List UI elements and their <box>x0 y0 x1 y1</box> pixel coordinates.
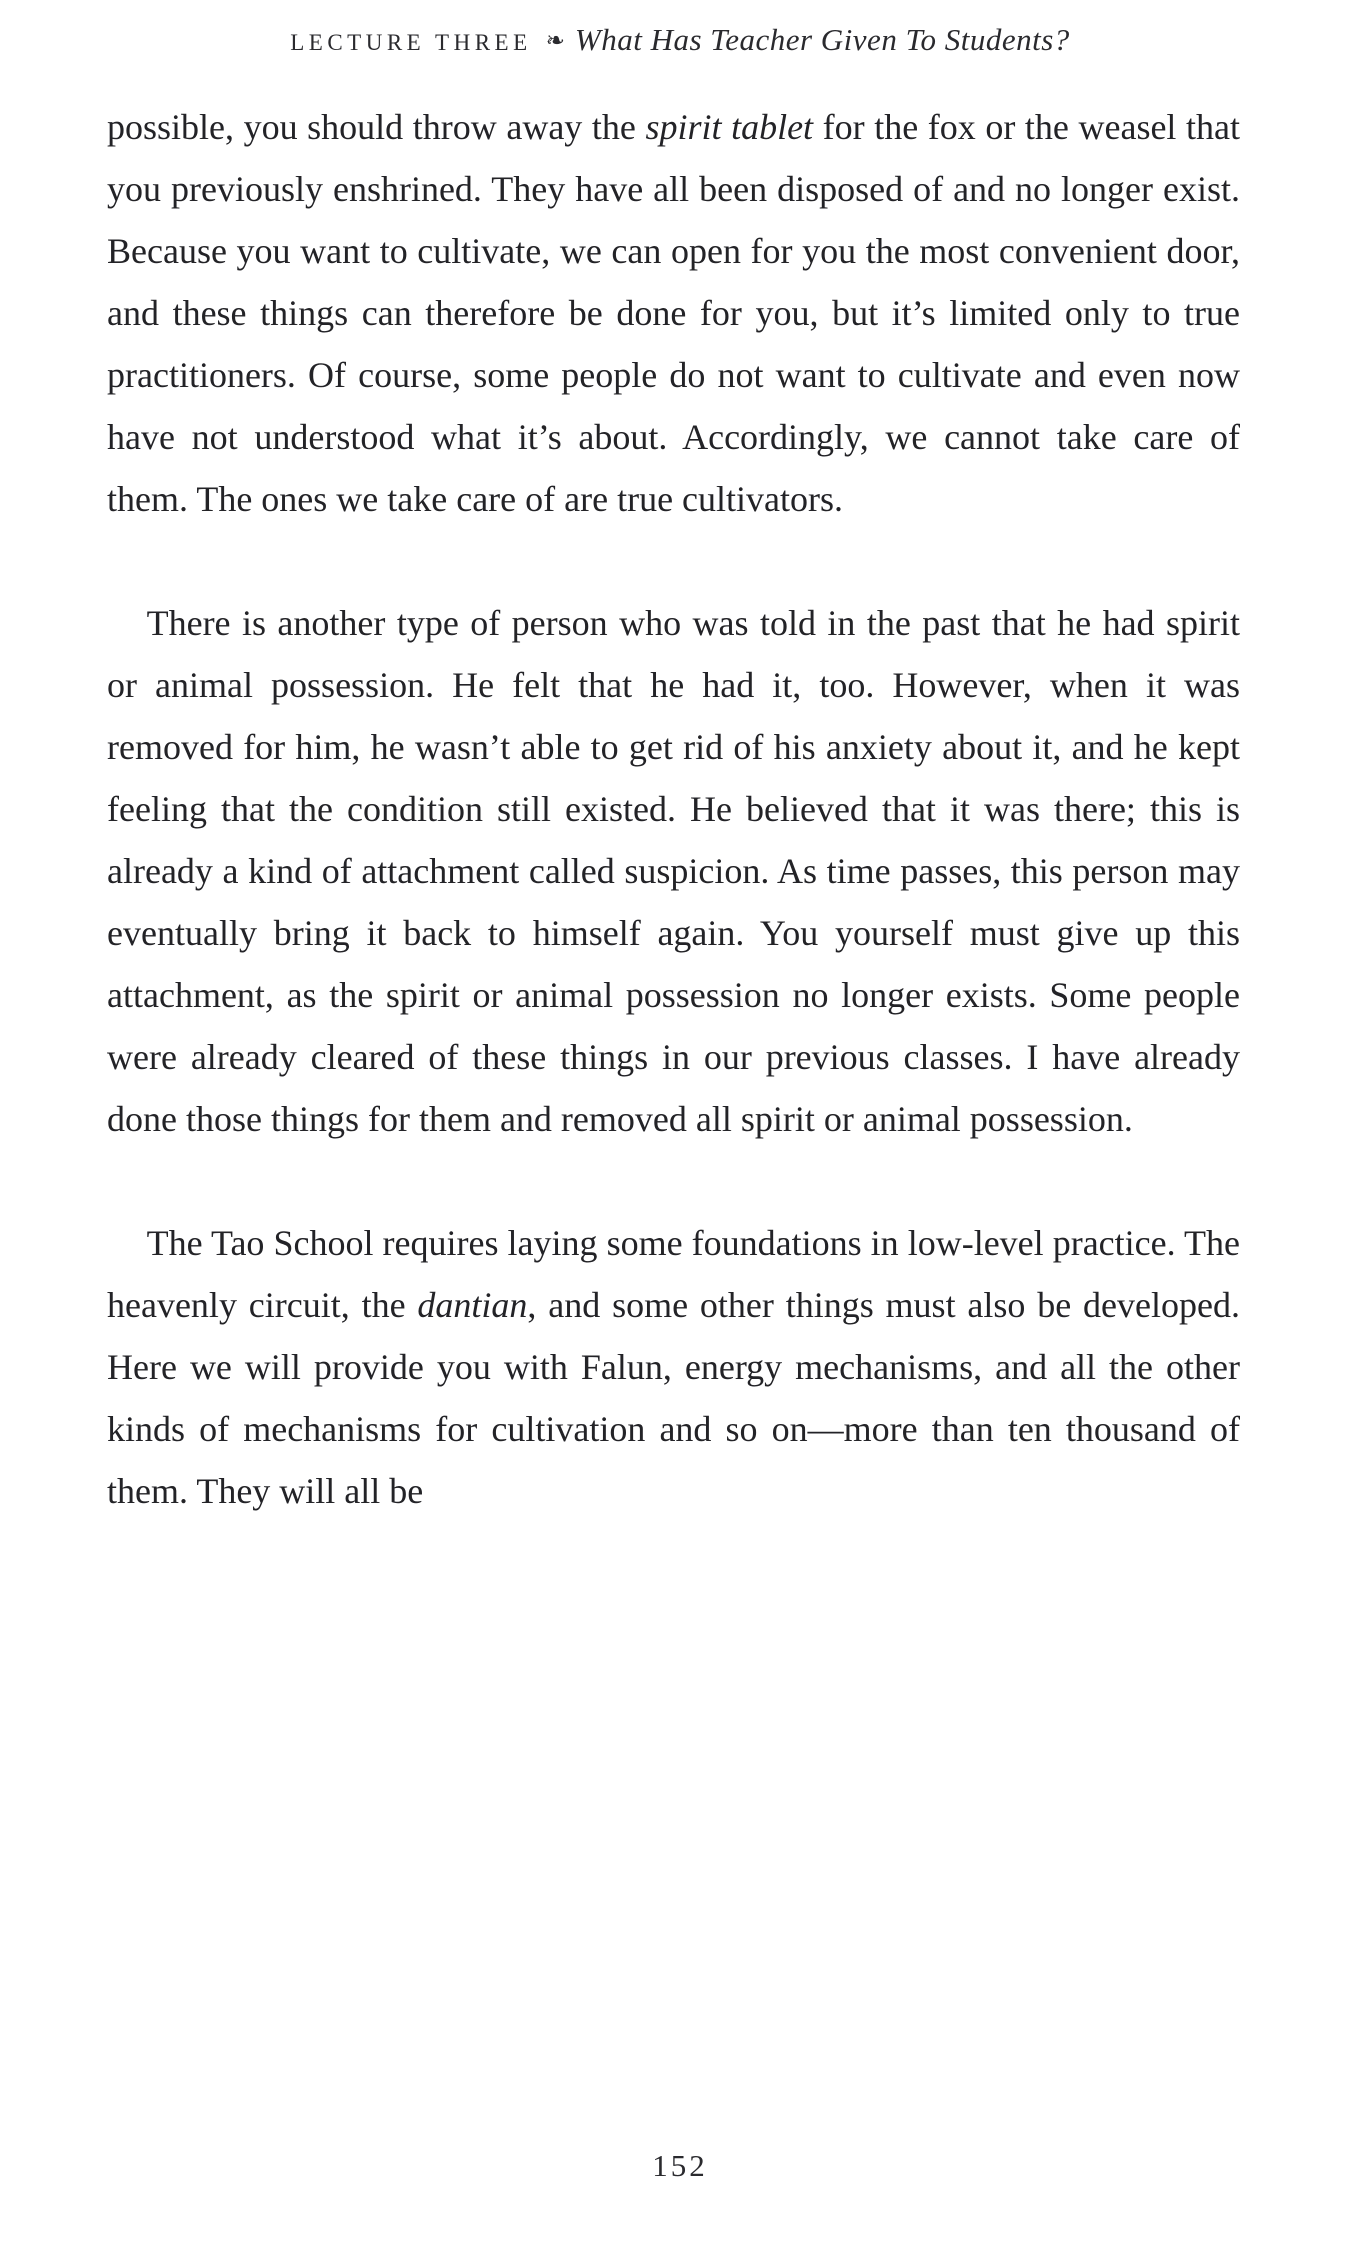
running-header <box>0 22 1360 58</box>
page-number: 152 <box>652 2148 708 2183</box>
chapter-title: What Has Teacher Given To Students? <box>574 22 1070 57</box>
lecture-label: LECTURE THREE <box>290 30 532 55</box>
text-segment: The Tao School requires laying some foundations in low-level practice. The heavenly circuit, the <box>107 1223 1240 1325</box>
text-segment: , and some other things must also be developed. Here we will provide you with Falun, energy mechanisms, and all the other kinds of mechanisms for cultivation and so on—more than ten thousand of them. They will all be <box>107 1285 1240 1511</box>
fleuron-ornament-icon: ❧ <box>545 28 565 54</box>
text-segment: possible, you should throw away the <box>107 107 646 147</box>
text-segment: for the fox or the weasel that you previously enshrined. They have all been disposed of and no longer exist. Because you want to cultivate, we can open for you the most convenient door, and these things can therefore be done for you, but it’s limited only to true practitioners. Of course, some people do not want to cultivate and even now have not understood what it’s about. Accordingly, we cannot take care of them. The ones we take care of are true cultivators. <box>107 107 1241 519</box>
italic-term: spirit tablet <box>645 107 814 147</box>
paragraph <box>107 592 1240 1150</box>
page-body <box>107 96 1240 1522</box>
paragraph <box>107 96 1240 530</box>
text-segment: There is another type of person who was told in the past that he had spirit or animal possession. He felt that he had it, too. However, when it was removed for him, he wasn’t able to get rid of his anxiety about it, and he kept feeling that the condition still existed. He believed that it was there; this is already a kind of attachment called suspicion. As time passes, this person may eventually bring it back to himself again. You yourself must give up this attachment, as the spirit or animal possession no longer exists. Some people were already cleared of these things in our previous classes. I have already done those things for them and removed all spirit or animal possession. <box>107 603 1240 1139</box>
paragraph <box>107 1212 1240 1522</box>
italic-term: dantian <box>417 1285 528 1325</box>
